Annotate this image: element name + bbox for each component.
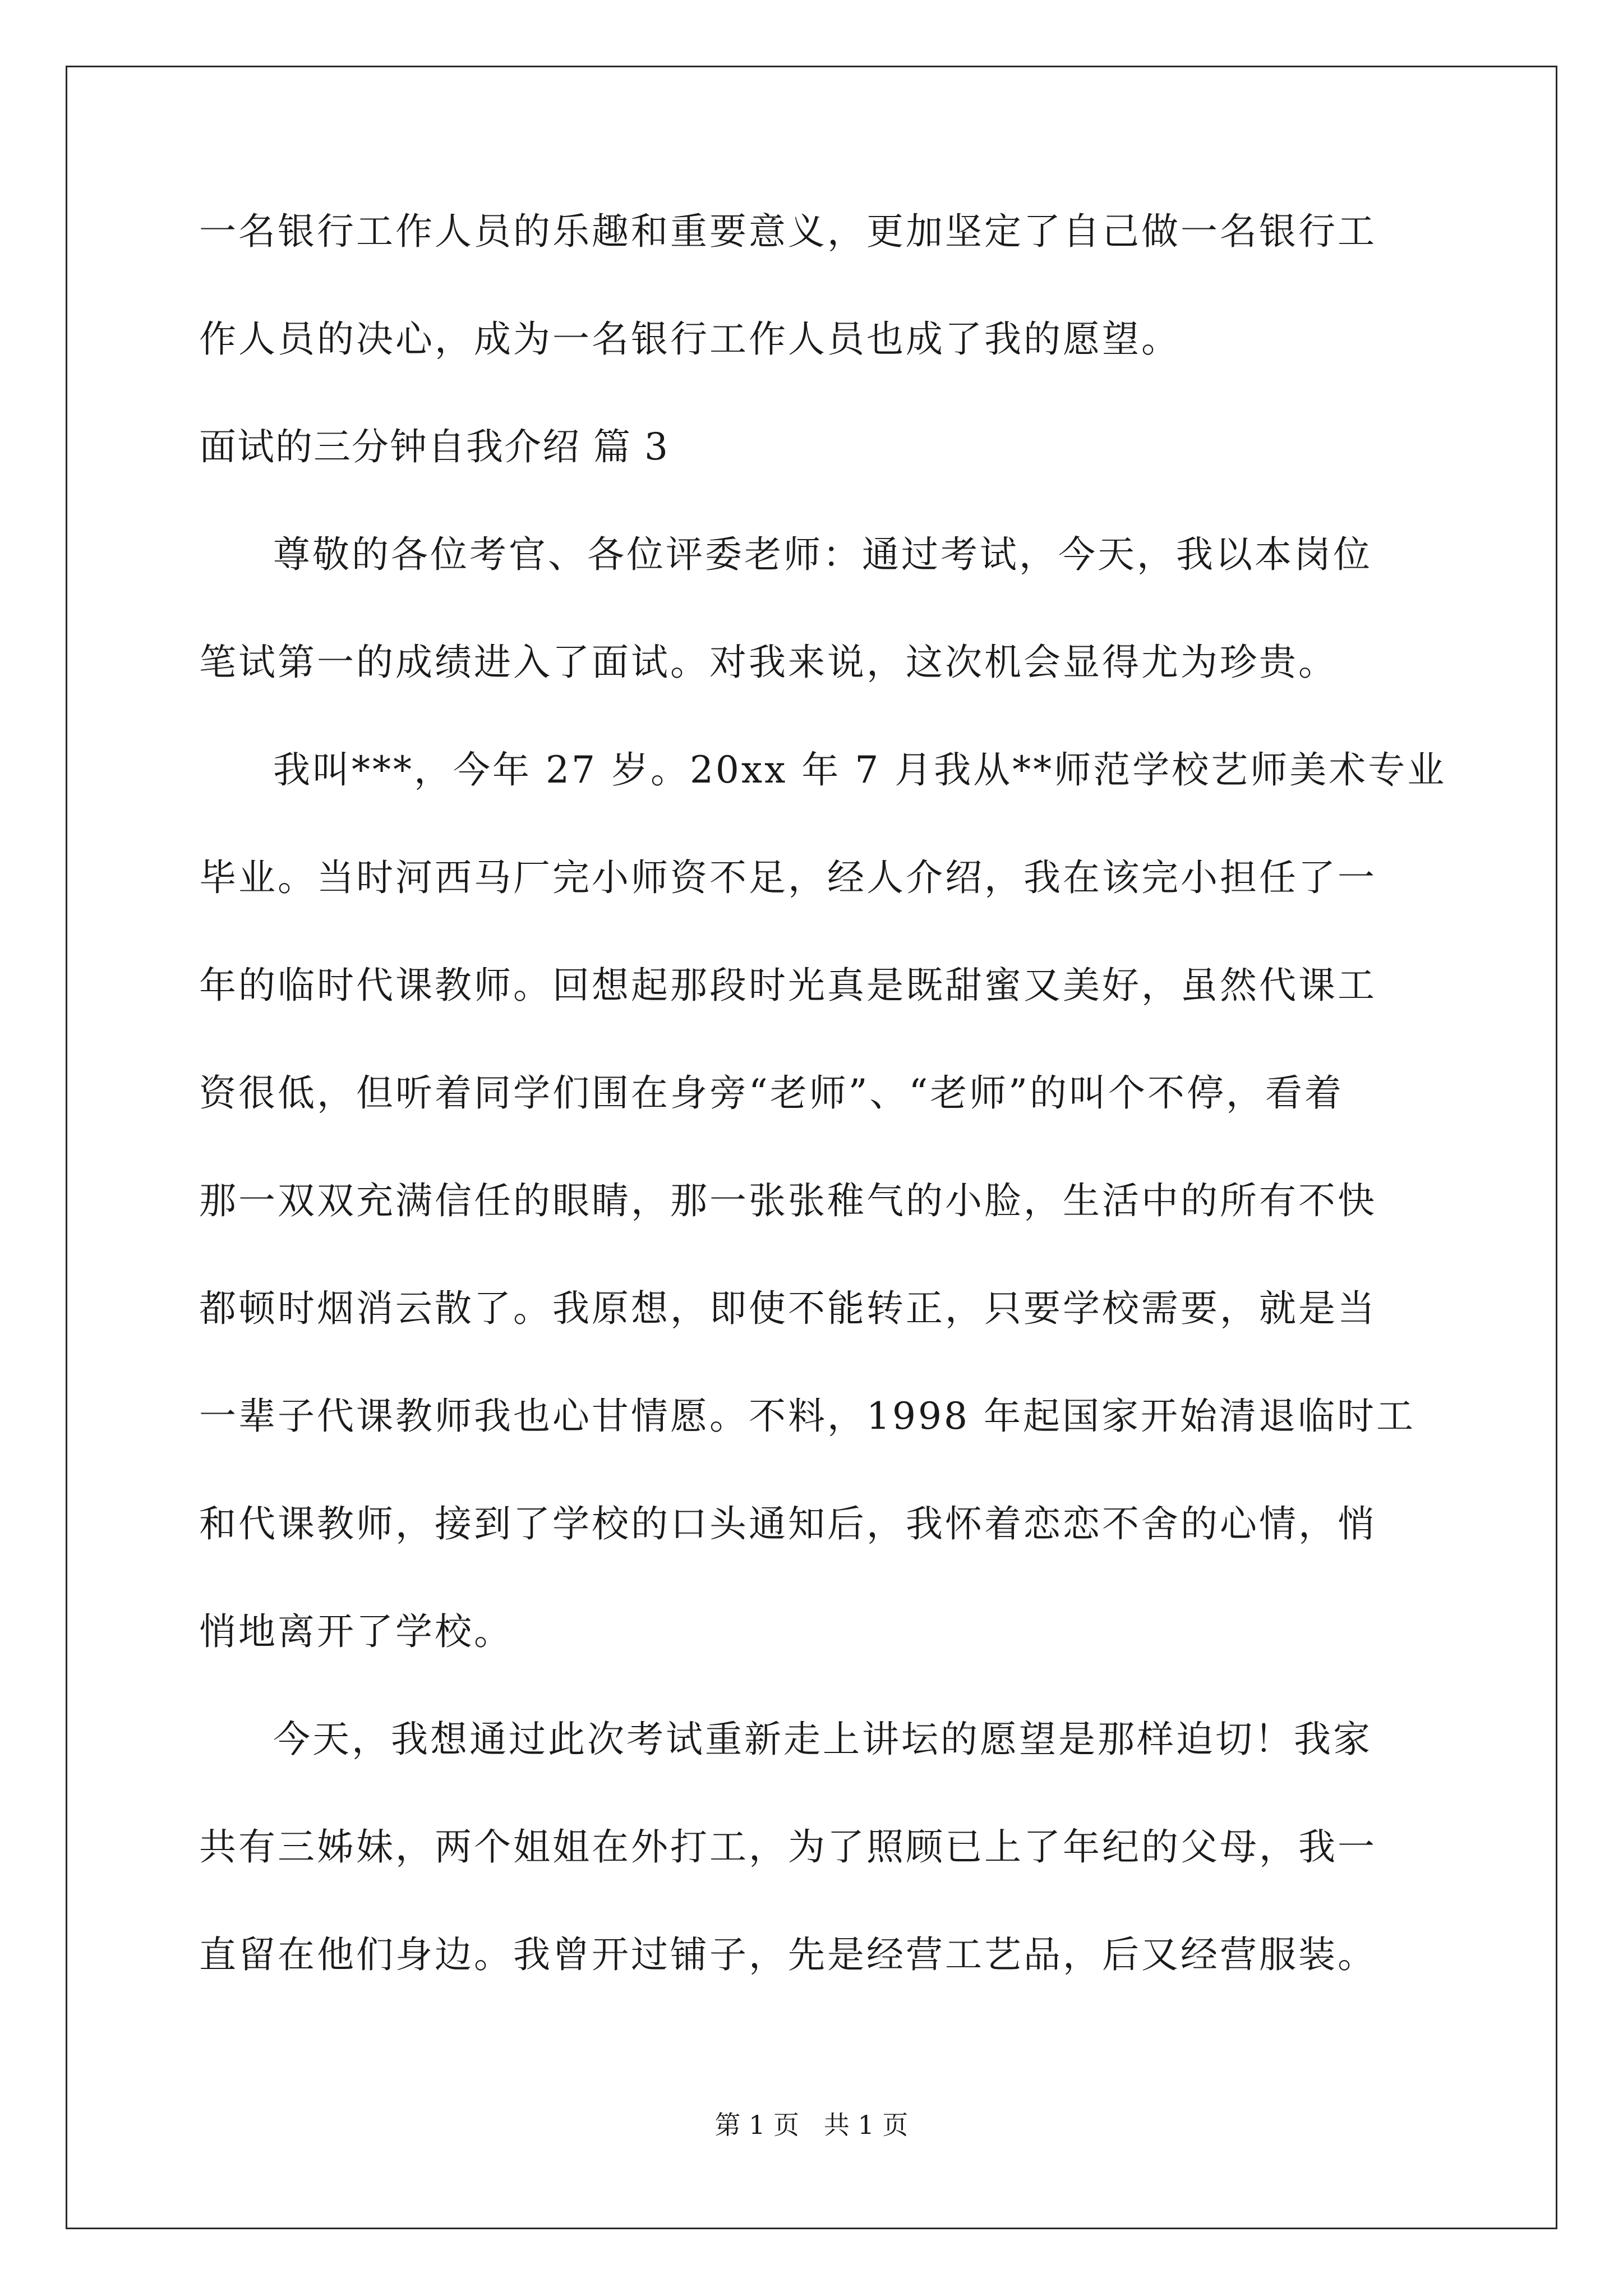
text-line: 毕业。当时河西马厂完小师资不足，经人介绍，我在该完小担任了一 <box>199 856 1377 899</box>
text-line: 都顿时烟消云散了。我原想，即使不能转正，只要学校需要，就是当 <box>199 1287 1377 1330</box>
page-footer: 第 1 页 共 1 页 <box>714 2110 909 2140</box>
paragraph-aspiration <box>199 1718 1427 1976</box>
continuation-paragraph <box>199 210 1427 361</box>
text-line: 尊敬的各位考官、各位评委老师：通过考试，今天，我以本岗位 <box>273 533 1372 576</box>
text-line: 一辈子代课教师我也心甘情愿。不料，1998 年起国家开始清退临时工 <box>199 1395 1415 1438</box>
paragraph-background <box>199 748 1447 1653</box>
paragraph-greeting <box>199 533 1427 684</box>
text-line: 悄地离开了学校。 <box>199 1610 513 1653</box>
section-heading: 面试的三分钟自我介绍 篇 3 <box>199 425 669 468</box>
text-line: 我叫***，今年 27 岁。20xx 年 7 月我从**师范学校艺师美术专业 <box>273 748 1447 792</box>
text-line: 直留在他们身边。我曾开过铺子，先是经营工艺品，后又经营服装。 <box>199 1933 1377 1976</box>
text-line: 笔试第一的成绩进入了面试。对我来说，这次机会显得尤为珍贵。 <box>199 641 1338 684</box>
text-line: 一名银行工作人员的乐趣和重要意义，更加坚定了自己做一名银行工 <box>199 210 1377 253</box>
text-line: 和代课教师，接到了学校的口头通知后，我怀着恋恋不舍的心情，悄 <box>199 1502 1377 1545</box>
text-line: 资很低，但听着同学们围在身旁“老师”、“老师”的叫个不停，看着 <box>199 1071 1344 1115</box>
text-line: 共有三姊妹，两个姐姐在外打工，为了照顾已上了年纪的父母，我一 <box>199 1825 1377 1869</box>
text-line: 那一双双充满信任的眼睛，那一张张稚气的小脸，生活中的所有不快 <box>199 1179 1377 1222</box>
text-line: 作人员的决心，成为一名银行工作人员也成了我的愿望。 <box>199 318 1181 361</box>
text-line: 今天，我想通过此次考试重新走上讲坛的愿望是那样迫切！我家 <box>273 1718 1372 1761</box>
document-body <box>199 210 1447 2044</box>
text-line: 年的临时代课教师。回想起那段时光真是既甜蜜又美好，虽然代课工 <box>199 964 1377 1007</box>
